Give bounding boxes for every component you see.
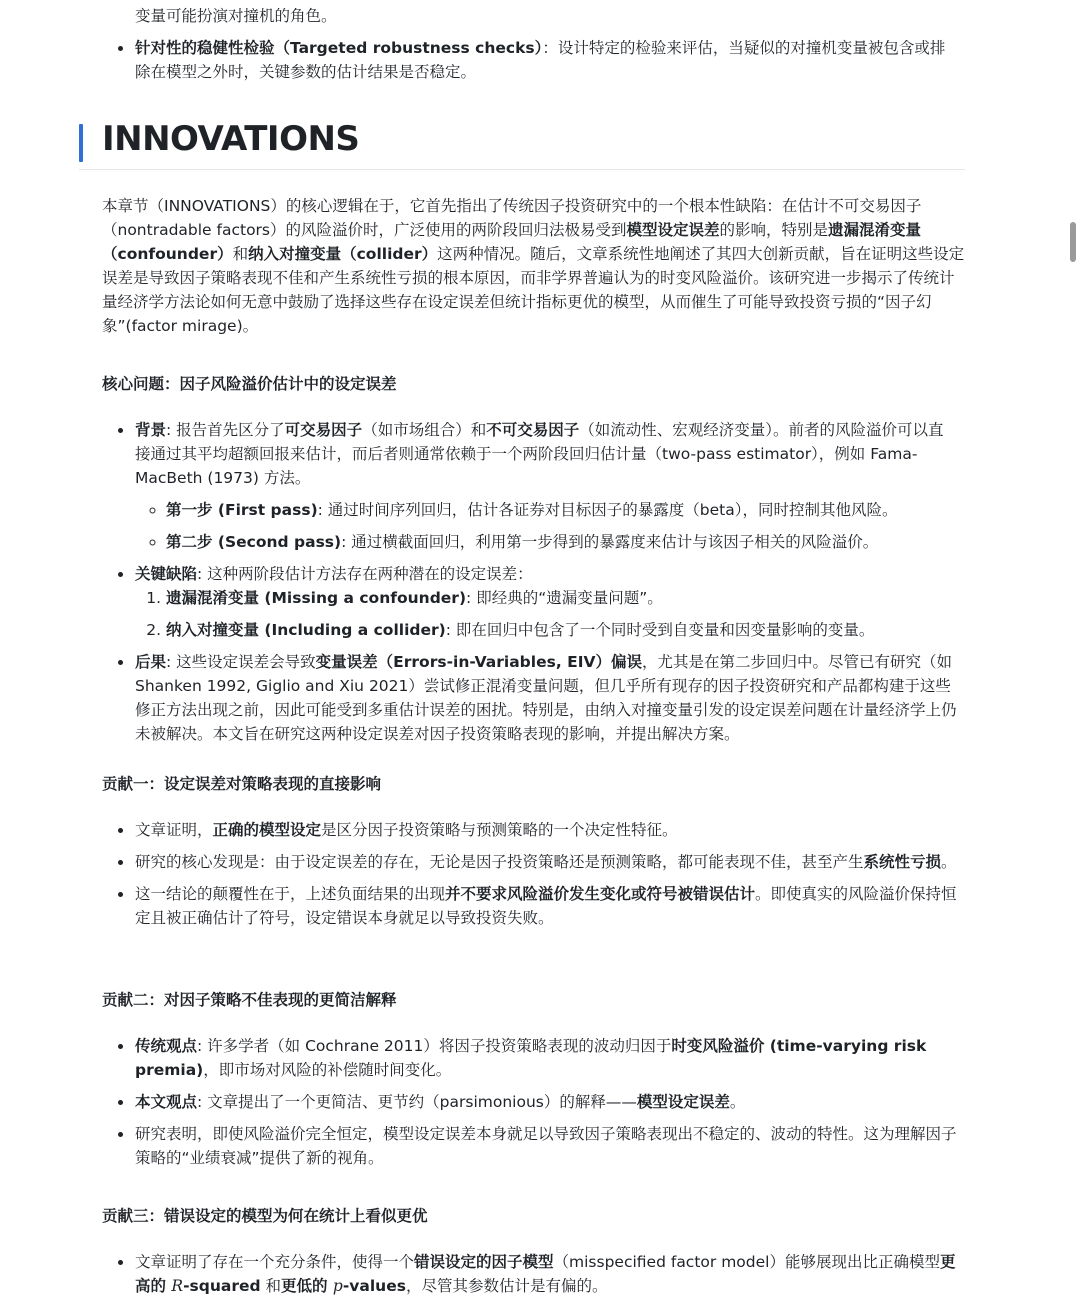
section-heading-contribution-3: 贡献三：错误设定的模型为何在统计上看似更优 — [102, 1207, 428, 1225]
list-item: • 这一结论的颠覆性在于，上述负面结果的出现并不要求风险溢价发生变化或符号被错误估计。即使真实的风险溢价保持恒定且被正确估计了符号，设定错误本身就足以导致投资失败。 — [135, 882, 957, 930]
list-item: • 本文观点: 文章提出了一个更简洁、更节约（parsimonious）的解释——模型设定误差。 — [135, 1090, 957, 1114]
intro-paragraph: 本章节（INNOVATIONS）的核心逻辑在于，它首先指出了传统因子投资研究中的一个根本性缺陷：在估计不可交易因子（nontradable factors）的风险溢价时，广泛使用的两阶段回归法极易受到模型设定误差的影响，特别是遗漏混淆变量（confounder）和纳入对撞变量（collider）这两种情况。随后，文章系统性地阐述了其四大创新贡献，旨在证明这些设定误差是导致因子策略表现不佳和产生系统性亏损的根本原因，而非学界普遍认为的时变风险溢价。该研究进一步揭示了传统计量经济学方法论如何无意中鼓励了选择这些存在设定误差但统计指标更优的模型，从而催生了可能导致投资亏损的“因子幻象”(factor mirage)。 — [102, 197, 965, 335]
scrollbar-thumb[interactable] — [1070, 222, 1076, 262]
list-item: • 文章证明，正确的模型设定是区分因子投资策略与预测策略的一个决定性特征。 — [135, 818, 957, 842]
page-title: INNOVATIONS — [102, 119, 360, 159]
robustness-list — [135, 36, 957, 92]
list-item: • 后果: 这些设定误差会导致变量误差（Errors-in-Variables, EIV）偏误，尤其是在第二步回归中。尽管已有研究（如 Shanken 1992, Giglio and Xiu 2021）尝试修正混淆变量问题，但几乎所有现存的因子投资研究和产品都构建于这些修正方法出现之前，因此可能受到多重估计误差的困扰。特别是，由纳入对撞变量引发的设定误差问题在计量经济学上仍未被解决。本文旨在研究这两种设定误差对因子投资策略表现的影响，并提出解决方案。 — [135, 650, 957, 746]
list-item: • 关键缺陷: 这种两阶段估计方法存在两种潜在的设定误差： 1. 遗漏混淆变量 (Missing a confounder): 即经典的“遗漏变量问题”。 2. 纳入对撞变量 (Including a collider): 即在回归中包含了一个同时受到自变量和因变量影响的变量。 — [135, 562, 957, 642]
list-item: 1. 遗漏混淆变量 (Missing a confounder): 即经典的“遗漏变量问题”。 — [166, 586, 957, 610]
heading-accent-bar — [79, 124, 83, 162]
innovations-heading — [79, 117, 965, 170]
list-item: • 针对性的稳健性检验（Targeted robustness checks）：设计特定的检验来评估，当疑似的对撞机变量被包含或排除在模型之外时，关键参数的估计结果是否稳定。 — [135, 36, 957, 84]
section-heading-contribution-1: 贡献一：设定误差对策略表现的直接影响 — [102, 775, 382, 793]
section-heading-contribution-2: 贡献二：对因子策略不佳表现的更简洁解释 — [102, 991, 397, 1009]
list-item: 2. 纳入对撞变量 (Including a collider): 即在回归中包含了一个同时受到自变量和因变量影响的变量。 — [166, 618, 957, 642]
list-item: ◦ 第一步 (First pass): 通过时间序列回归，估计各证券对目标因子的暴露度（beta），同时控制其他风险。 — [166, 498, 957, 522]
top-fragment: 变量可能扮演对撞机的角色。 — [135, 7, 337, 25]
list-item: • 背景: 报告首先区分了可交易因子（如市场组合）和不可交易因子（如流动性、宏观经济变量）。前者的风险溢价可以直接通过其平均超额回报来估计，而后者则通常依赖于一个两阶段回归估计量（two-pass estimator），例如 Fama-MacBeth (1973) 方法。 ◦ 第一步 (First pass): 通过时间序列回归，估计各证券对目标因子的暴露度（beta），同时控制其他风险。 ◦ 第二步 (Second pass): 通过横截面回归，利用第一步得到的暴露度来估计与该因子相关的风险溢价。 — [135, 418, 957, 554]
section-heading-core-problem: 核心问题：因子风险溢价估计中的设定误差 — [102, 375, 397, 393]
list-item: • 文章证明了存在一个充分条件，使得一个错误设定的因子模型（misspecified factor model）能够展现出比正确模型更高的 R-squared 和更低的 p-values，尽管其参数估计是有偏的。 — [135, 1250, 957, 1298]
list-item: • 研究表明，即使风险溢价完全恒定，模型设定误差本身就足以导致因子策略表现出不稳定的、波动的特性。这为理解因子策略的“业绩衰减”提供了新的视角。 — [135, 1122, 957, 1170]
list-item: • 研究的核心发现是：由于设定误差的存在，无论是因子投资策略还是预测策略，都可能表现不佳，甚至产生系统性亏损。 — [135, 850, 957, 874]
contribution-2-list — [135, 1034, 957, 1178]
contribution-3-list — [135, 1250, 957, 1306]
core-problem-list — [135, 418, 957, 754]
contribution-1-list — [135, 818, 957, 938]
list-item: • 传统观点: 许多学者（如 Cochrane 2011）将因子投资策略表现的波动归因于时变风险溢价 (time-varying risk premia)，即市场对风险的补偿随时间变化。 — [135, 1034, 957, 1082]
list-item: ◦ 第二步 (Second pass): 通过横截面回归，利用第一步得到的暴露度来估计与该因子相关的风险溢价。 — [166, 530, 957, 554]
